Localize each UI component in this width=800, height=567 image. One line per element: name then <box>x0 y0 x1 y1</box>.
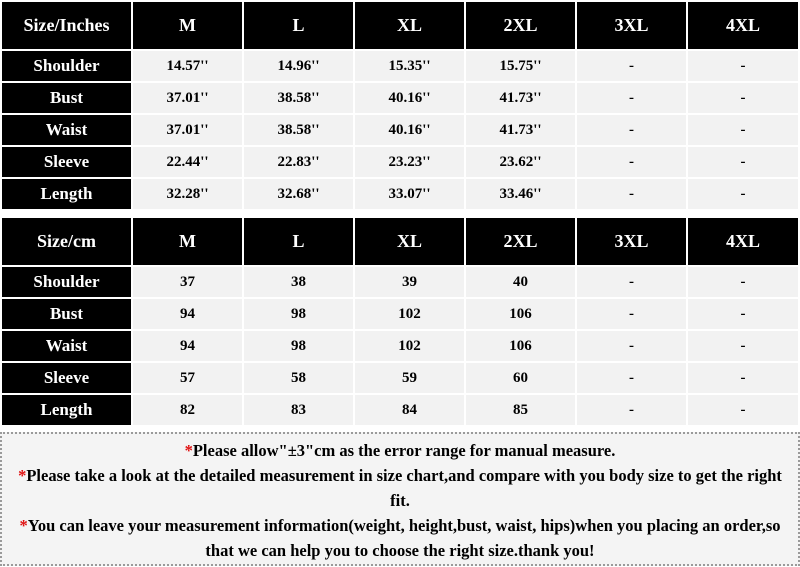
table-cell: 60 <box>466 363 575 393</box>
row-label: Sleeve <box>2 147 131 177</box>
table-cell: - <box>577 331 686 361</box>
table-cell: 40.16'' <box>355 83 464 113</box>
header-size-m: M <box>133 218 242 265</box>
row-label: Shoulder <box>2 51 131 81</box>
row-label: Waist <box>2 115 131 145</box>
header-size-label: Size/cm <box>2 218 131 265</box>
table-row <box>2 147 798 177</box>
table-row <box>2 83 798 113</box>
header-size-3xl: 3XL <box>577 218 686 265</box>
header-size-xl: XL <box>355 2 464 49</box>
table-row <box>2 267 798 297</box>
table-cell: 14.57'' <box>133 51 242 81</box>
table-row <box>2 331 798 361</box>
table-cell: - <box>688 267 798 297</box>
table-cell: 22.83'' <box>244 147 353 177</box>
table-cell: 98 <box>244 299 353 329</box>
table-cell: 33.07'' <box>355 179 464 209</box>
table-cell: - <box>577 395 686 425</box>
table-cell: 59 <box>355 363 464 393</box>
table-cell: 15.75'' <box>466 51 575 81</box>
table-cell: - <box>688 395 798 425</box>
size-table-inches <box>0 0 800 211</box>
row-label: Shoulder <box>2 267 131 297</box>
row-label: Length <box>2 395 131 425</box>
note-error-range <box>2 438 798 463</box>
note-star: * <box>18 466 27 485</box>
table-cell: 98 <box>244 331 353 361</box>
table-cell: 38.58'' <box>244 115 353 145</box>
table-cell: - <box>577 363 686 393</box>
header-size-l: L <box>244 218 353 265</box>
table-cell: - <box>577 299 686 329</box>
row-label: Bust <box>2 299 131 329</box>
table-row <box>2 299 798 329</box>
note-star: * <box>184 441 193 460</box>
table-header-row <box>2 2 798 49</box>
table-cell: 94 <box>133 299 242 329</box>
table-cell: 102 <box>355 299 464 329</box>
table-cell: - <box>577 115 686 145</box>
table-cell: 41.73'' <box>466 115 575 145</box>
table-cell: 39 <box>355 267 464 297</box>
table-cell: 23.23'' <box>355 147 464 177</box>
header-size-3xl: 3XL <box>577 2 686 49</box>
row-label: Sleeve <box>2 363 131 393</box>
note-compare-size <box>2 463 798 513</box>
table-cell: 41.73'' <box>466 83 575 113</box>
table-cell: - <box>577 51 686 81</box>
table-row <box>2 115 798 145</box>
table-cell: 15.35'' <box>355 51 464 81</box>
table-cell: - <box>577 267 686 297</box>
note-star: * <box>19 516 28 535</box>
header-size-m: M <box>133 2 242 49</box>
table-cell: 37 <box>133 267 242 297</box>
table-cell: - <box>688 299 798 329</box>
note-text: You can leave your measurement information(weight, height,bust, waist, hips)when you placing an order,so that we can help you to choose the right size.thank you! <box>27 516 781 560</box>
table-cell: 38.58'' <box>244 83 353 113</box>
header-size-label: Size/Inches <box>2 2 131 49</box>
header-size-xl: XL <box>355 218 464 265</box>
table-cell: 57 <box>133 363 242 393</box>
table-cell: 40 <box>466 267 575 297</box>
table-cell: - <box>577 83 686 113</box>
table-cell: 82 <box>133 395 242 425</box>
header-size-2xl: 2XL <box>466 218 575 265</box>
row-label: Waist <box>2 331 131 361</box>
header-size-2xl: 2XL <box>466 2 575 49</box>
table-cell: 84 <box>355 395 464 425</box>
table-row <box>2 395 798 425</box>
table-cell: - <box>688 147 798 177</box>
table-cell: - <box>688 179 798 209</box>
size-table-cm <box>0 216 800 427</box>
note-text: Please take a look at the detailed measurement in size chart,and compare with you body size to get the right fit. <box>26 466 782 510</box>
table-row <box>2 363 798 393</box>
table-row <box>2 179 798 209</box>
table-cell: - <box>688 83 798 113</box>
table-cell: 85 <box>466 395 575 425</box>
table-cell: 38 <box>244 267 353 297</box>
table-cell: - <box>688 51 798 81</box>
table-cell: - <box>577 147 686 177</box>
table-cell: 33.46'' <box>466 179 575 209</box>
table-header-row <box>2 218 798 265</box>
note-leave-info <box>2 513 798 563</box>
measurement-notes <box>0 432 800 566</box>
table-cell: 37.01'' <box>133 83 242 113</box>
table-cell: - <box>577 179 686 209</box>
table-cell: 40.16'' <box>355 115 464 145</box>
table-cell: 22.44'' <box>133 147 242 177</box>
table-cell: 32.68'' <box>244 179 353 209</box>
table-cell: 37.01'' <box>133 115 242 145</box>
table-cell: 94 <box>133 331 242 361</box>
table-row <box>2 51 798 81</box>
table-cell: 106 <box>466 331 575 361</box>
row-label: Length <box>2 179 131 209</box>
note-text: Please allow"±3"cm as the error range for manual measure. <box>192 441 616 460</box>
table-cell: - <box>688 115 798 145</box>
table-cell: 83 <box>244 395 353 425</box>
table-cell: 32.28'' <box>133 179 242 209</box>
row-label: Bust <box>2 83 131 113</box>
header-size-l: L <box>244 2 353 49</box>
table-cell: 23.62'' <box>466 147 575 177</box>
table-cell: 106 <box>466 299 575 329</box>
table-cell: 14.96'' <box>244 51 353 81</box>
header-size-4xl: 4XL <box>688 2 798 49</box>
header-size-4xl: 4XL <box>688 218 798 265</box>
table-cell: 102 <box>355 331 464 361</box>
table-cell: 58 <box>244 363 353 393</box>
table-cell: - <box>688 363 798 393</box>
table-cell: - <box>688 331 798 361</box>
